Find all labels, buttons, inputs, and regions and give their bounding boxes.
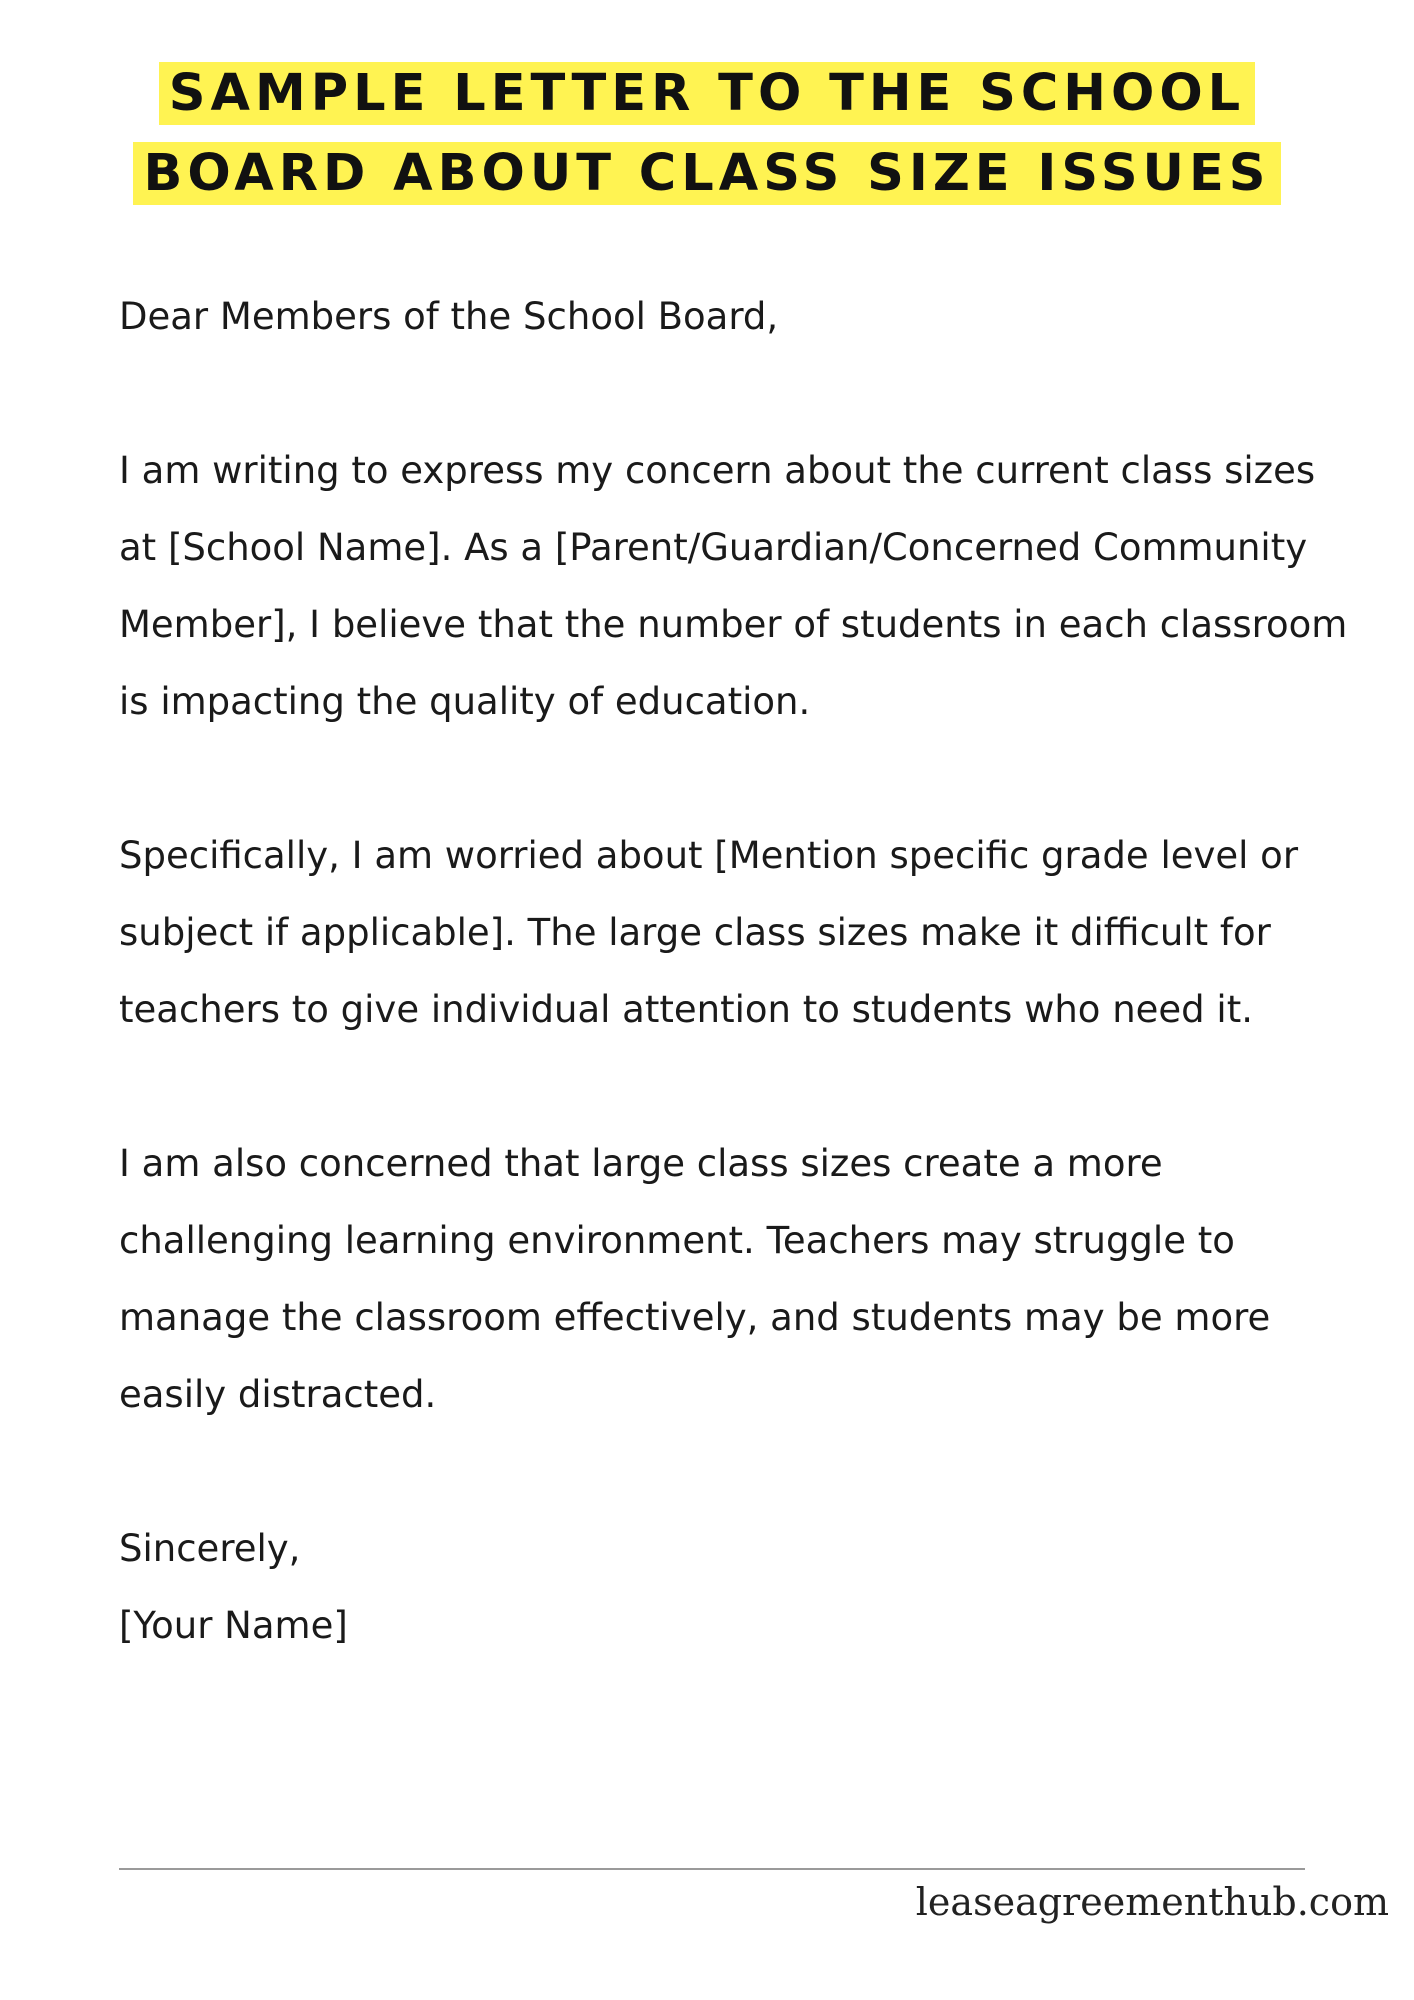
letter-body <box>119 278 1349 1664</box>
salutation: Dear Members of the School Board, <box>119 295 779 338</box>
signature-placeholder: [Your Name] <box>119 1604 348 1647</box>
paragraph-2: Specifically, I am worried about [Mention specific grade level or subject if applicable]. The large class sizes make it difficult for teachers to give individual attention to students who need it. <box>119 834 1299 1031</box>
footer-divider <box>119 1868 1305 1870</box>
closing: Sincerely, <box>119 1527 301 1570</box>
paragraph-3: I am also concerned that large class sizes create a more challenging learning environment. Teachers may struggle to manage the classroom effectively, and students may be more easily distracted. <box>119 1142 1271 1416</box>
paragraph-1: I am writing to express my concern about the current class sizes at [School Name]. As a [Parent/Guardian/Concerned Community Member], I believe that the number of students in each classroom is impacting the quality of education. <box>119 449 1348 723</box>
document-title <box>0 54 1414 214</box>
footer-website: leaseagreementhub.com <box>915 1880 1389 1924</box>
title-line-1: SAMPLE LETTER TO THE SCHOOL <box>159 62 1255 125</box>
title-line-2: BOARD ABOUT CLASS SIZE ISSUES <box>133 142 1280 205</box>
